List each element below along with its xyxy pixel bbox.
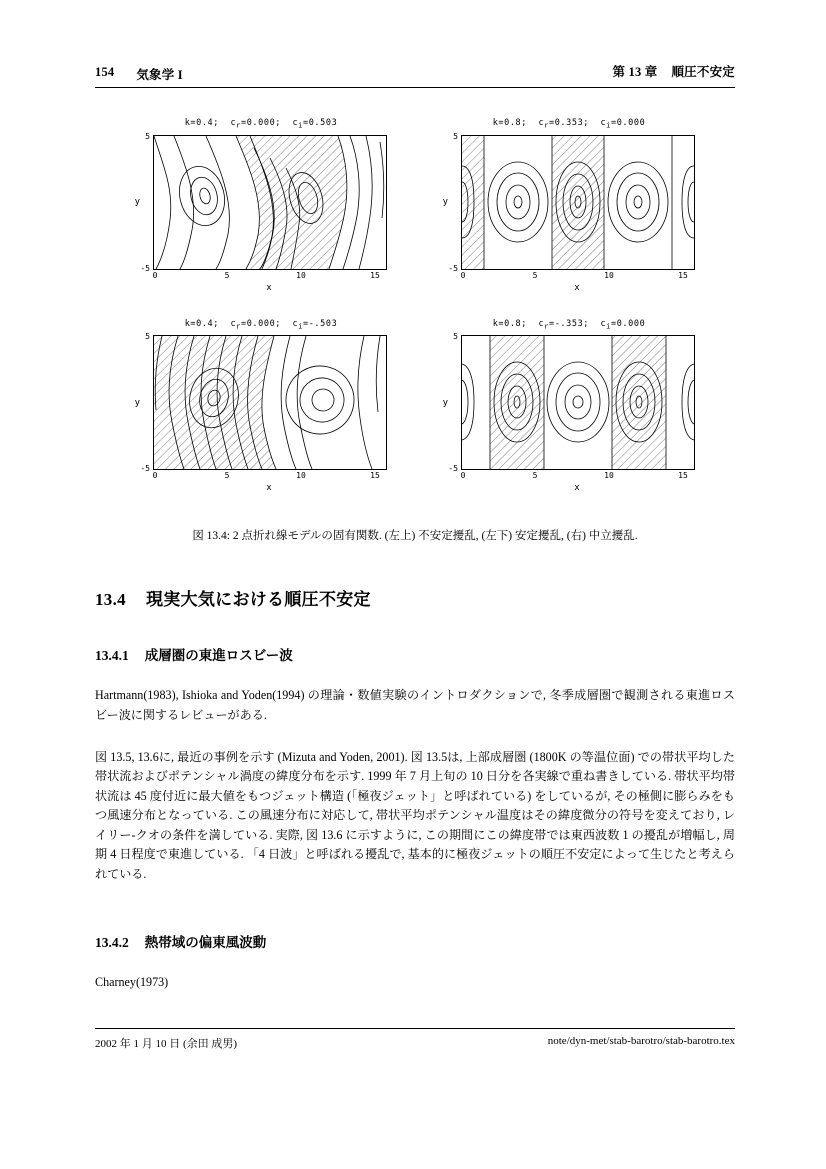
x-tick-row xyxy=(461,470,693,482)
footer-rule xyxy=(95,1028,735,1029)
chapter-number: 第 13 章 xyxy=(612,65,658,79)
x-tick: 15 xyxy=(370,270,380,280)
subsection-number: 13.4.2 xyxy=(95,934,129,950)
y-axis-label: y xyxy=(442,397,448,408)
panel-contour-svg xyxy=(154,336,386,469)
chapter-title: 順圧不安定 xyxy=(671,65,735,79)
y-tick-bottom: -5 xyxy=(140,464,150,474)
x-tick: 0 xyxy=(460,471,466,481)
figure-caption: 図 13.4: 2 点折れ線モデルの固有関数. (左上) 不安定擾乱, (左下) 安定擾乱, (右) 中立擾乱. xyxy=(192,530,638,543)
y-tick-top: 5 xyxy=(145,332,150,342)
header-rule xyxy=(95,87,735,88)
subsection-title: 成層圏の東進ロスビー波 xyxy=(144,648,293,664)
x-axis-label: x xyxy=(266,282,272,293)
y-tick-bottom: -5 xyxy=(140,263,150,273)
x-tick: 5 xyxy=(532,471,538,481)
x-tick-row xyxy=(153,270,385,282)
paragraph-13-4-1-1: Hartmann(1983), Ishioka and Yoden(1994) の理論・数値実験のイントロダクションで, 冬季成層圏で観測される東進ロスビー波に関するレビューがある. xyxy=(95,688,735,722)
panel-title: k=0.8; $c_r=-.353$; $c_i=0.000$ xyxy=(492,318,646,331)
y-axis-label: y xyxy=(442,197,448,208)
panel-plot-area xyxy=(442,131,695,273)
x-tick: 0 xyxy=(152,471,158,481)
y-tick-bottom: -5 xyxy=(448,464,458,474)
panel-contour-svg xyxy=(462,336,694,469)
x-axis-label: x xyxy=(574,282,580,293)
x-tick: 5 xyxy=(532,270,538,280)
x-tick: 15 xyxy=(678,471,688,481)
y-tick-bottom: -5 xyxy=(448,263,458,273)
panel-contour-svg xyxy=(462,136,694,269)
x-tick: 15 xyxy=(370,471,380,481)
y-axis-label: y xyxy=(134,197,140,208)
panel-plot-area xyxy=(134,332,387,474)
figure-panel-bottom-right xyxy=(423,319,715,494)
x-tick: 0 xyxy=(152,270,158,280)
figure-panel-top-left xyxy=(115,118,407,293)
figure-13-4 xyxy=(95,118,735,543)
footer-source-path: note/dyn-met/stab-barotro/stab-barotro.tex xyxy=(547,1035,735,1048)
subsection-number: 13.4.1 xyxy=(95,648,129,664)
x-tick: 15 xyxy=(678,270,688,280)
panel-plot-area xyxy=(442,332,695,474)
page-number: 154 xyxy=(95,65,115,79)
figure-panel-grid xyxy=(115,118,715,493)
running-head xyxy=(95,62,735,83)
y-tick-top: 5 xyxy=(453,332,458,342)
x-tick-row xyxy=(461,270,693,282)
y-axis-label: y xyxy=(134,397,140,408)
y-tick-top: 5 xyxy=(453,131,458,141)
x-axis-label: x xyxy=(574,483,580,494)
footer-date: 2002 年 1 月 10 日 (余田 成男) xyxy=(95,1038,238,1051)
panel-title: k=0.4; $c_r=0.000$; $c_i=-.503$ xyxy=(184,318,338,331)
panel-contour-svg xyxy=(154,136,386,269)
x-axis-label: x xyxy=(266,483,272,494)
x-tick: 0 xyxy=(460,270,466,280)
figure-panel-top-right xyxy=(423,118,715,293)
running-head-right xyxy=(613,62,735,80)
section-number: 13.4 xyxy=(95,590,126,610)
page-content xyxy=(95,62,735,1051)
x-tick: 10 xyxy=(604,471,614,481)
subsection-title: 熱帯域の偏東風波動 xyxy=(144,934,267,950)
x-tick: 5 xyxy=(224,471,230,481)
panel-title: k=0.4; $c_r=0.000$; $c_i=0.503$ xyxy=(184,118,338,130)
x-tick-row xyxy=(153,470,385,482)
page-footer xyxy=(95,1035,735,1051)
figure-panel-bottom-left xyxy=(115,319,407,494)
section-heading-13-4 xyxy=(95,585,735,610)
panel-plot-area xyxy=(134,131,387,273)
running-head-left xyxy=(95,65,183,83)
paragraph-13-4-2-1: Charney(1973) xyxy=(95,974,169,989)
paragraph-13-4-1-2: 図 13.5, 13.6に, 最近の事例を示す (Mizuta and Yoden, 2001). 図 13.5は, 上部成層圏 (1800K の等温位面) での帯状平均した帯状流およびポテンシャル渦度の緯度分布を示す. 1999 年 7 月上旬の 10 日分を各実線で重ね書きしている. 帯状平均帯状流は 45 度付近に最大値をもつジェット構造 (「極夜ジェット」と呼ばれている) をしているが, その極側に膨らみをもつ風速分布となっている. この風速分布に対応して, 帯状平均ポテンシャル温度はその緯度微分の符号を変えており, レイリー-クオの条件を満している. 実際, 図 13.6 に示すように, この期間にこの緯度帯では東西波数 1 の擾乱が増幅し, 周期 4 日程度で東進している. 「4 日波」と呼ばれる擾乱で, 基本的に極夜ジェットの順圧不安定によって生じたと考えられている. xyxy=(95,749,735,881)
section-title: 現実大気における順圧不安定 xyxy=(145,590,371,610)
x-tick: 10 xyxy=(604,270,614,280)
x-tick: 5 xyxy=(224,270,230,280)
panel-title: k=0.8; $c_r=0.353$; $c_i=0.000$ xyxy=(492,118,646,130)
x-tick: 10 xyxy=(296,471,306,481)
x-tick: 10 xyxy=(296,270,306,280)
book-title: 気象学 I xyxy=(136,68,183,82)
y-tick-top: 5 xyxy=(145,131,150,141)
subsection-heading-13-4-1 xyxy=(95,644,735,664)
subsection-heading-13-4-2 xyxy=(95,931,735,951)
